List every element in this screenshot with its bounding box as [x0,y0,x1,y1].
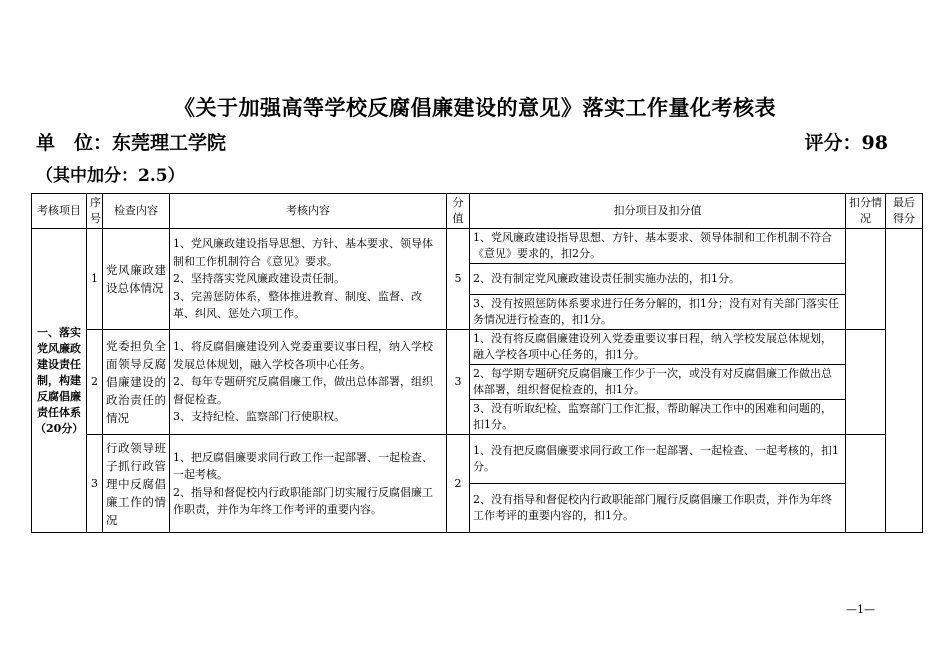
deduction-item: 3、没有按照惩防体系要求进行任务分解的，扣1分；没有对有关部门落实任务情况进行检查的，扣1分。 [470,295,846,330]
deduction-item: 2、没有制定党风廉政建设责任制实施办法的，扣1分。 [470,264,846,295]
score-cell: 5 [447,229,470,330]
header-seq: 序号 [87,194,103,229]
deducted-cell [846,435,886,533]
seq-cell: 1 [87,229,103,330]
header-final: 最后得分 [886,194,923,229]
check-cell: 党风廉政建设总体情况 [103,229,170,330]
total-score: 评分：98 [804,132,888,154]
table-row [32,330,923,365]
page-number: —1— [846,603,875,616]
header-check: 检查内容 [103,194,170,229]
assessment-table [31,193,923,533]
deduction-item: 1、党风廉政建设指导思想、方针、基本要求、领导体制和工作机制不符合《意见》要求的，扣2分。 [470,229,846,264]
header-category: 考核项目 [32,194,87,229]
table-row [32,229,923,264]
deducted-cell [846,229,886,330]
table-row [32,435,923,484]
deduction-item: 3、没有听取纪检、监察部门工作汇报，帮助解决工作中的困难和问题的，扣1分。 [470,400,846,435]
header-content: 考核内容 [170,194,447,229]
check-cell: 行政领导班子抓行政管理中反腐倡廉工作的情况 [103,435,170,533]
final-cell [886,229,923,533]
deduction-item: 2、没有指导和督促校内行政职能部门履行反腐倡廉工作职责，并作为年终工作考评的重要内容的，扣1分。 [470,484,846,533]
seq-cell: 2 [87,330,103,435]
deduction-item: 2、每学期专题研究反腐倡廉工作少于一次，或没有对反腐倡廉工作做出总体部署，组织督促检查的，扣1分。 [470,365,846,400]
deduction-item: 1、没有把反腐倡廉要求同行政工作一起部署、一起检查、一起考核的，扣1分。 [470,435,846,484]
header-deductions: 扣分项目及扣分值 [470,194,846,229]
unit-label: 单 位：东莞理工学院 [36,132,227,154]
seq-cell: 3 [87,435,103,533]
score-cell: 2 [447,435,470,533]
deducted-cell [846,330,886,435]
check-cell: 党委担负全面领导反腐倡廉建设的政治责任的情况 [103,330,170,435]
bonus-score: （其中加分：2.5） [36,166,185,186]
category-cell: 一、落实党风廉政建设责任制，构建反腐倡廉责任体系（20分） [32,229,87,533]
header-deducted: 扣分情况 [846,194,886,229]
content-cell: 1、把反腐倡廉要求同行政工作一起部署、一起检查、一起考核。 2、指导和督促校内行政职能部门切实履行反腐倡廉工作职责，并作为年终工作考评的重要内容。 [170,435,447,533]
content-cell: 1、党风廉政建设指导思想、方针、基本要求、领导体制和工作机制符合《意见》要求。 2、坚持落实党风廉政建设责任制。 3、完善惩防体系，整体推进教育、制度、监督、改革、纠风、惩处六项工作。 [170,229,447,330]
document-title: 《关于加强高等学校反腐倡廉建设的意见》落实工作量化考核表 [174,95,776,120]
deduction-item: 1、没有将反腐倡廉建设列入党委重要议事日程，纳入学校发展总体规划，融入学校各项中心任务的，扣1分。 [470,330,846,365]
header-score: 分值 [447,194,470,229]
unit-row [36,128,888,155]
content-cell: 1、将反腐倡廉建设列入党委重要议事日程，纳入学校发展总体规划，融入学校各项中心任务。 2、每年专题研究反腐倡廉工作，做出总体部署，组织督促检查。 3、支持纪检、监察部门行使职权。 [170,330,447,435]
header-row [32,194,923,229]
score-cell: 3 [447,330,470,435]
